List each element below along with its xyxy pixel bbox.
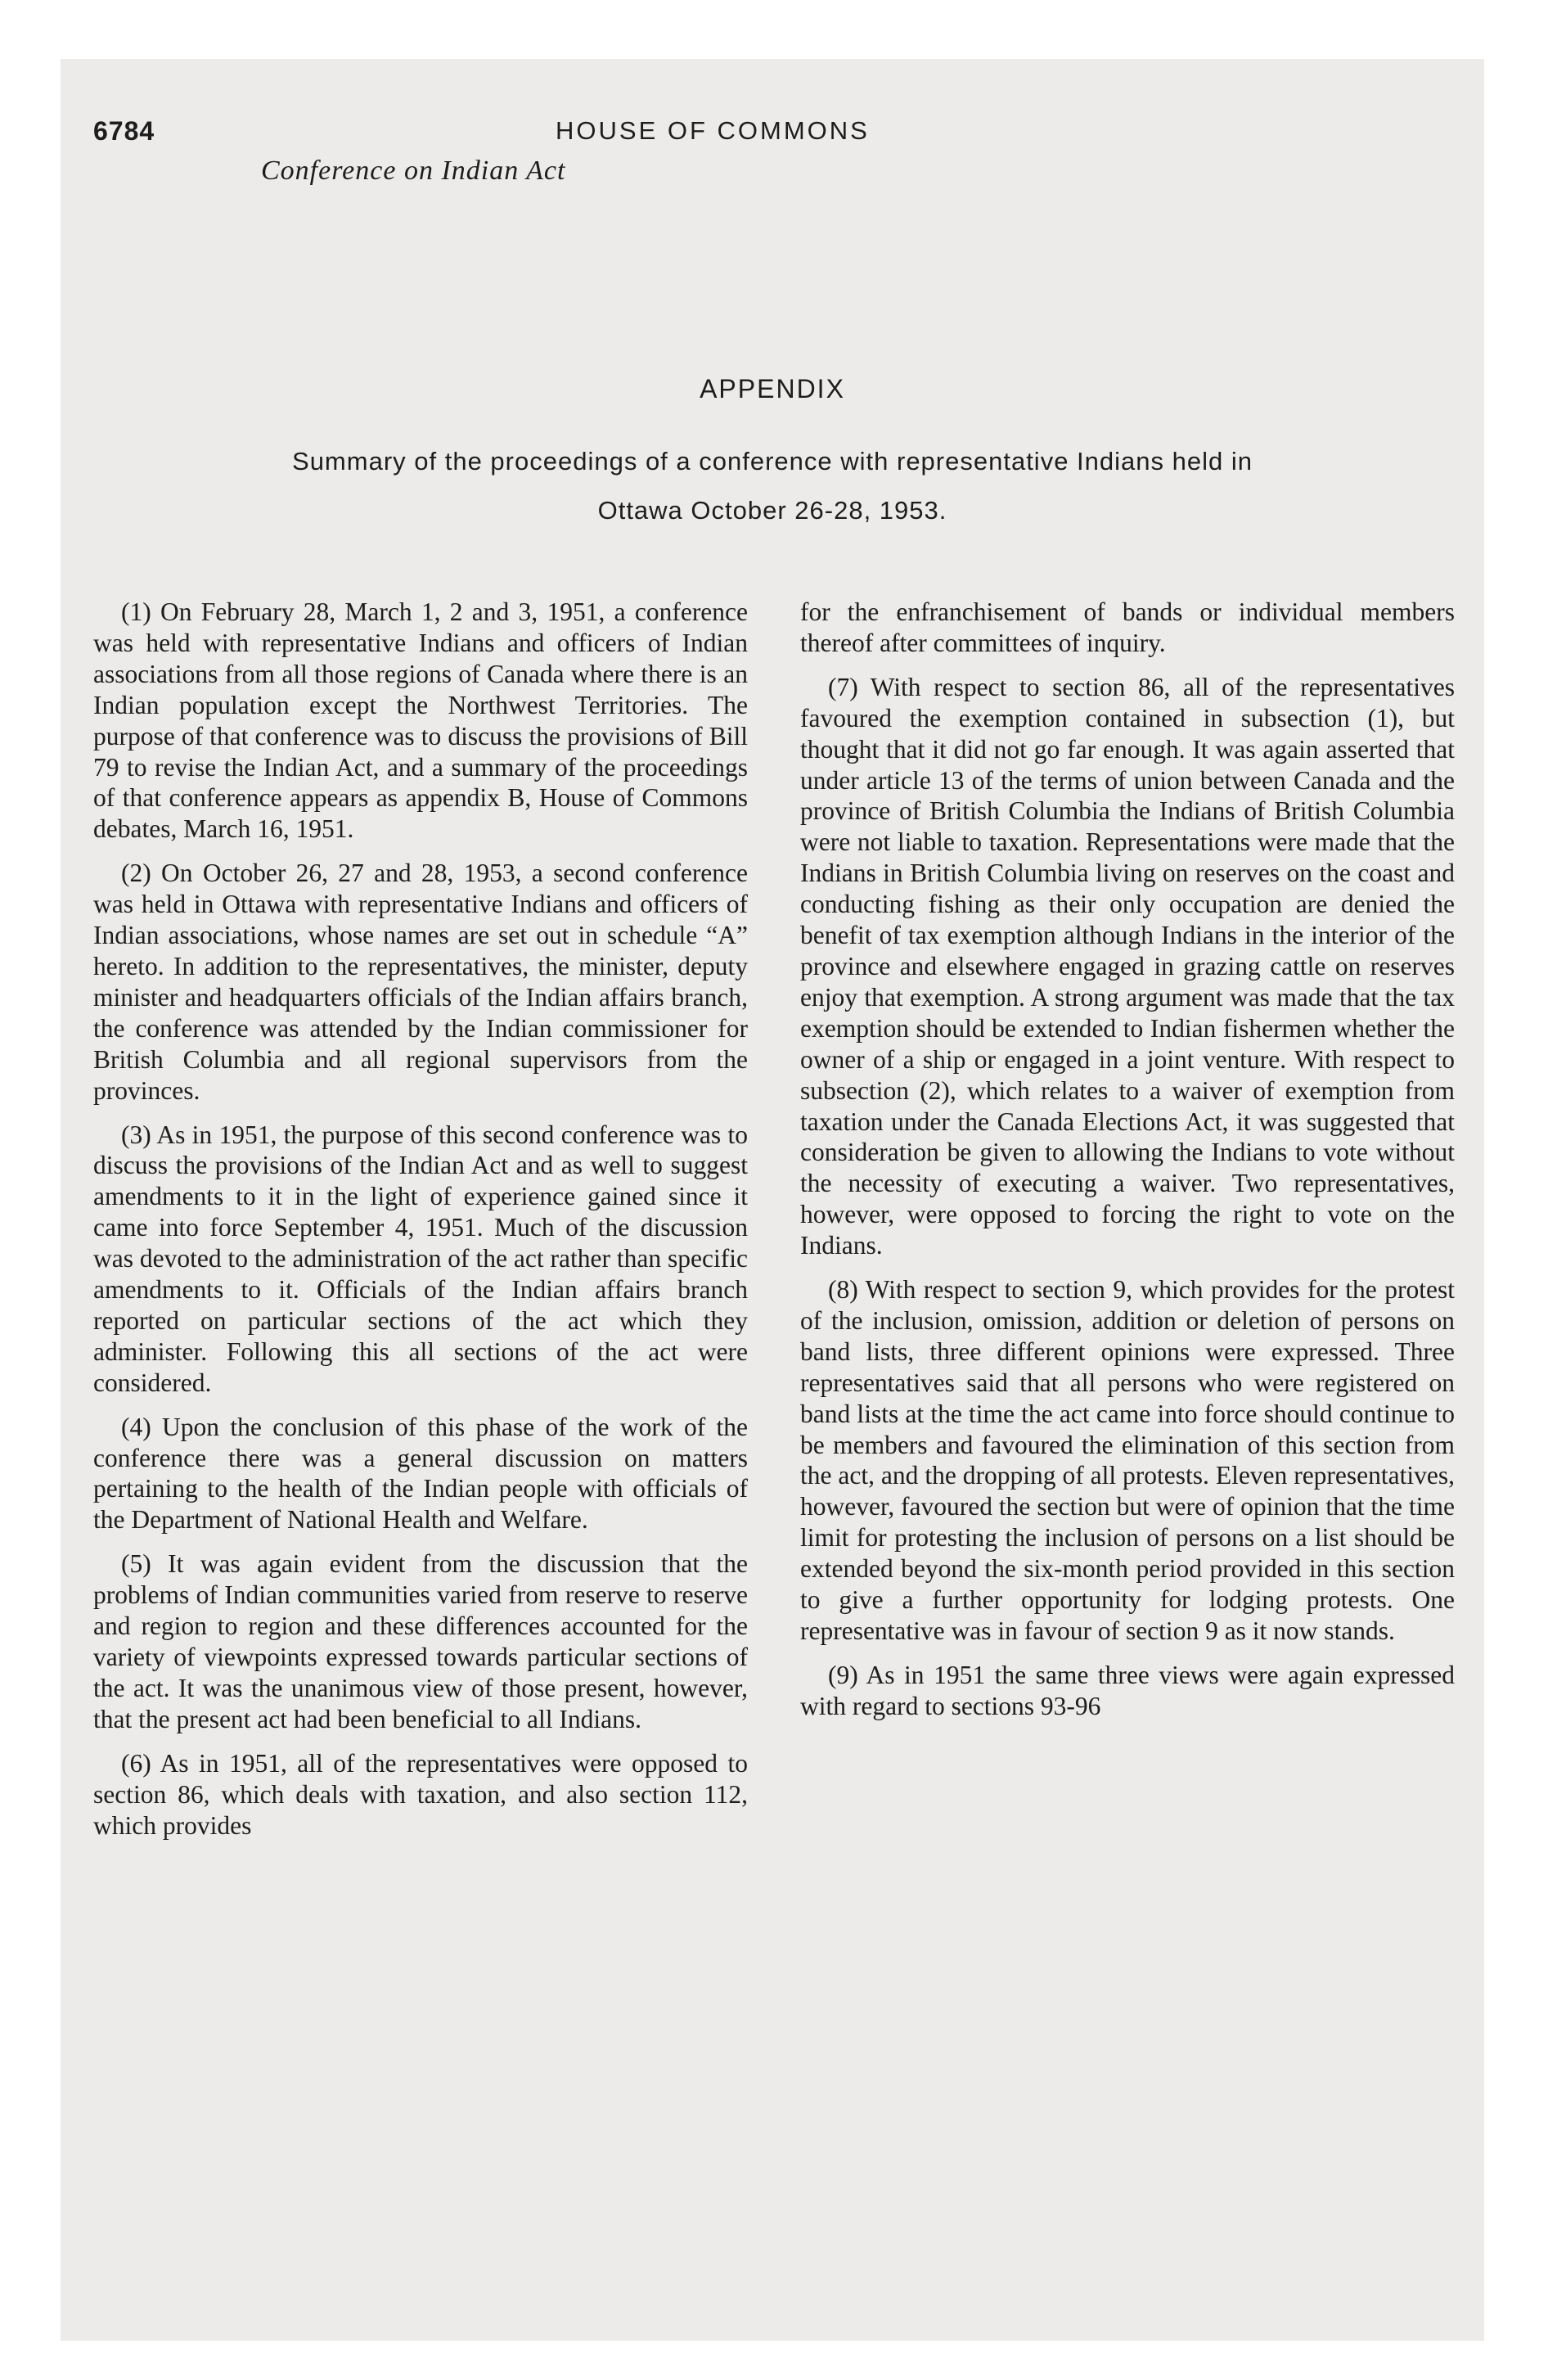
running-head bbox=[93, 116, 1419, 198]
summary-line-1: Summary of the proceedings of a conference with representative Indians held in bbox=[292, 447, 1253, 476]
paragraph-7: (7) With respect to section 86, all of the representatives favoured the exemption contained in subsection (1), but thought that it did not go far enough. It was again asserted that under article 13 of the terms of union between Canada and the province of British Columbia the Indians of British Columbia were not liable to taxation. Representations were made that the Indians in British Columbia living on reserves on the coast and conducting fishing as their only occupation are denied the benefit of tax exemption although Indians in the interior of the province and elsewhere engaged in grazing cattle on reserves enjoy that exemption. A strong argument was made that the tax exemption should be extended to Indian fishermen whether the owner of a ship or engaged in a joint venture. With respect to subsection (2), which relates to a waiver of exemption from taxation under the Canada Elections Act, it was suggested that consideration be given to allowing the Indians to vote without the necessity of executing a waiver. Two representatives, however, were opposed to forcing the right to vote on the Indians. bbox=[800, 672, 1455, 1260]
appendix-heading: APPENDIX bbox=[700, 374, 845, 403]
left-column bbox=[93, 597, 748, 1854]
paragraph-6-continuation: for the enfranchisement of bands or individual members thereof after committees of inquiry. bbox=[800, 597, 1455, 657]
paragraph-4: (4) Upon the conclusion of this phase of the work of the conference there was a general discussion on matters pertaining to the health of the Indian people with officials of the Department of National Health and Welfare. bbox=[93, 1412, 748, 1535]
section-title: Conference on Indian Act bbox=[261, 156, 566, 186]
right-column bbox=[800, 597, 1455, 1854]
appendix-summary bbox=[61, 437, 1484, 535]
journal-title: HOUSE OF COMMONS bbox=[556, 116, 870, 145]
paragraph-3: (3) As in 1951, the purpose of this second conference was to discuss the provisions of the Indian Act and as well to suggest amendments to it in the light of experience gained since it came into force September 4, 1951. Much of the discussion was devoted to the administration of the act rather than specific amendments to it. Officials of the Indian affairs branch reported on particular sections of the act which they administer. Following this all sections of the act were considered. bbox=[93, 1120, 748, 1397]
page-number: 6784 bbox=[93, 116, 155, 146]
paragraph-6: (6) As in 1951, all of the representatives were opposed to section 86, which deals with taxation, and also section 112, which provides bbox=[93, 1748, 748, 1840]
document-page bbox=[61, 59, 1484, 2341]
paragraph-8: (8) With respect to section 9, which provides for the protest of the inclusion, omission, addition or deletion of persons on band lists, three different opinions were expressed. Three representatives said that all persons who were registered on band lists at the time the act came into force should continue to be members and favoured the elimination of this section from the act, and the dropping of all protests. Eleven representatives, however, favoured the section but were of opinion that the time limit for protesting the inclusion of persons on a list should be extended beyond the six-month period provided in this section to give a further opportunity for lodging protests. One representative was in favour of section 9 as it now stands. bbox=[800, 1275, 1455, 1645]
paragraph-5: (5) It was again evident from the discussion that the problems of Indian communities varied from reserve to reserve and region to region and these differences accounted for the variety of viewpoints expressed towards particular sections of the act. It was the unanimous view of those present, however, that the present act had been beneficial to all Indians. bbox=[93, 1549, 748, 1733]
paragraph-2: (2) On October 26, 27 and 28, 1953, a second conference was held in Ottawa with representative Indians and officers of Indian associations, whose names are set out in schedule “A” hereto. In addition to the representatives, the minister, deputy minister and headquarters officials of the Indian affairs branch, the conference was attended by the Indian commissioner for British Columbia and all regional supervisors from the provinces. bbox=[93, 859, 748, 1105]
paragraph-9: (9) As in 1951 the same three views were again expressed with regard to sections 93-96 bbox=[800, 1660, 1455, 1720]
summary-line-2: Ottawa October 26-28, 1953. bbox=[597, 496, 947, 525]
paragraph-1: (1) On February 28, March 1, 2 and 3, 1951, a conference was held with representative Indians and officers of Indian associations from all those regions of Canada where there is an Indian population except the Northwest Territories. The purpose of that conference was to discuss the provisions of Bill 79 to revise the Indian Act, and a summary of the proceedings of that conference appears as appendix B, House of Commons debates, March 16, 1951. bbox=[93, 597, 748, 844]
body-columns bbox=[93, 597, 1455, 1854]
